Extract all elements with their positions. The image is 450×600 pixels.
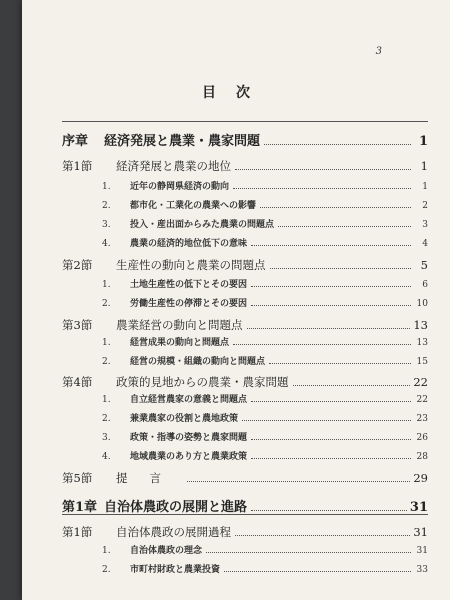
toc-chapter-row [62,496,428,515]
toc-item-row [102,354,428,367]
toc-section-title: 自治体農政の展開過程 [116,525,231,539]
toc-item-row [102,411,428,424]
toc-page-number: 1 [422,182,428,192]
chapter-divider [62,514,428,515]
dot-leader [235,535,410,536]
dot-leader [251,439,411,440]
dot-leader [251,401,411,402]
toc-item-number: 1. [102,546,111,556]
toc-item-title: 都市化・工業化の農業への影響 [130,201,257,211]
toc-page-number: 26 [416,433,428,443]
toc-item-row [102,430,428,443]
toc-section-row [62,374,428,390]
toc-item-title: 投入・産出面からみた農業の問題点 [130,220,275,230]
dot-leader [251,510,407,511]
toc-page-number: 22 [416,395,428,405]
toc-item-title: 地域農業のあり方と農業政策 [130,452,248,462]
toc-item-number: 1. [102,338,111,348]
toc-item-title: 自治体農政の理念 [130,546,203,556]
toc-section-number: 第5節 [62,471,93,485]
toc-item-number: 1. [102,280,111,290]
toc-page-number: 2 [422,201,428,211]
dot-leader [187,481,410,482]
toc-item-number: 3. [102,433,111,443]
toc-item-row [102,562,428,575]
toc-section-row [62,257,428,273]
toc-item-title: 近年の静岡県経済の動向 [130,182,230,192]
toc-page-number: 1 [420,159,428,173]
dot-leader [224,571,411,572]
toc-page-number: 29 [413,471,428,485]
toc-item-number: 2. [102,565,111,575]
toc-page-number: 31 [416,546,428,556]
toc-section-row [62,470,428,486]
dot-leader [233,188,411,189]
toc-page-number: 28 [416,452,428,462]
dot-leader [264,144,411,145]
toc-item-row [102,335,428,348]
toc-item-title: 労働生産性の停滞とその要因 [130,299,248,309]
dot-leader [242,420,411,421]
toc-item-row [102,217,428,230]
toc-item-title: 農業の経済的地位低下の意味 [130,239,248,249]
toc-chapter-title: 自治体農政の展開と進路 [104,500,248,515]
dot-leader [270,268,412,269]
toc-section-title: 政策的見地からの農業・農家問題 [116,375,289,389]
toc-page-number: 10 [416,299,428,309]
toc-page-number: 4 [422,239,428,249]
dot-leader [278,226,411,227]
dot-leader [251,305,411,306]
toc-item-title: 土地生産性の低下とその要因 [130,280,248,290]
dot-leader [235,169,411,170]
toc-item-row [102,296,428,309]
toc-section-title: 提言 [116,471,183,485]
toc-item-number: 4. [102,239,111,249]
toc-item-row [102,179,428,192]
toc-page-number: 13 [413,318,428,332]
toc-item-row [102,449,428,462]
dot-leader [251,458,411,459]
toc-page-number: 23 [416,414,428,424]
toc-page-number: 15 [416,357,428,367]
toc-section-row [62,317,428,333]
toc-item-number: 2. [102,299,111,309]
dot-leader [247,328,411,329]
dot-leader [293,385,411,386]
toc-page-number: 3 [422,220,428,230]
dot-leader [251,245,411,246]
toc-item-number: 1. [102,182,111,192]
toc-item-number: 2. [102,414,111,424]
dot-leader [206,552,411,553]
toc-item-title: 経営成果の動向と問題点 [130,338,230,348]
toc-section-row [62,158,428,174]
toc-item-title: 政策・指導の姿勢と農家問題 [130,433,248,443]
toc-item-title: 自立経営農家の意義と問題点 [130,395,248,405]
dot-leader [251,286,411,287]
toc-chapter-row [62,130,428,149]
toc-item-number: 1. [102,395,111,405]
toc-item-title: 市町村財政と農業投資 [130,565,221,575]
dot-leader [260,207,411,208]
toc-section-row [62,524,428,540]
toc-page-number: 31 [409,500,428,515]
toc-section-number: 第1節 [62,525,93,539]
toc-page-number: 6 [422,280,428,290]
toc-page-number: 33 [416,565,428,575]
toc-item-title: 兼業農家の役割と農地政策 [130,414,239,424]
toc-section-number: 第3節 [62,318,93,332]
toc-chapter-number: 第1章 [62,500,98,515]
toc-section-number: 第2節 [62,258,93,272]
toc-item-row [102,543,428,556]
title-divider [62,121,428,122]
book-page [22,0,450,600]
toc-item-row [102,198,428,211]
toc-page-number: 5 [420,258,428,272]
toc-section-title: 生産性の動向と農業の問題点 [116,258,266,272]
toc-chapter-title: 経済発展と農業・農家問題 [104,134,261,149]
toc-item-row [102,392,428,405]
toc-page-number: 13 [416,338,428,348]
page-number: 3 [375,46,382,57]
toc-section-number: 第4節 [62,375,93,389]
toc-page-number: 1 [418,134,428,149]
toc-item-row [102,236,428,249]
toc-page-number: 31 [413,525,428,539]
toc-title: 目次 [202,85,270,101]
toc-section-title: 農業経営の動向と問題点 [116,318,243,332]
toc-item-title: 経営の規模・組織の動向と問題点 [130,357,266,367]
toc-item-number: 2. [102,201,111,211]
dot-leader [269,363,411,364]
toc-section-title: 経済発展と農業の地位 [116,159,231,173]
dot-leader [233,344,411,345]
toc-page-number: 22 [413,375,428,389]
toc-item-number: 4. [102,452,111,462]
toc-item-row [102,277,428,290]
toc-item-number: 3. [102,220,111,230]
toc-chapter-number: 序章 [62,134,89,149]
toc-item-number: 2. [102,357,111,367]
toc-section-number: 第1節 [62,159,93,173]
